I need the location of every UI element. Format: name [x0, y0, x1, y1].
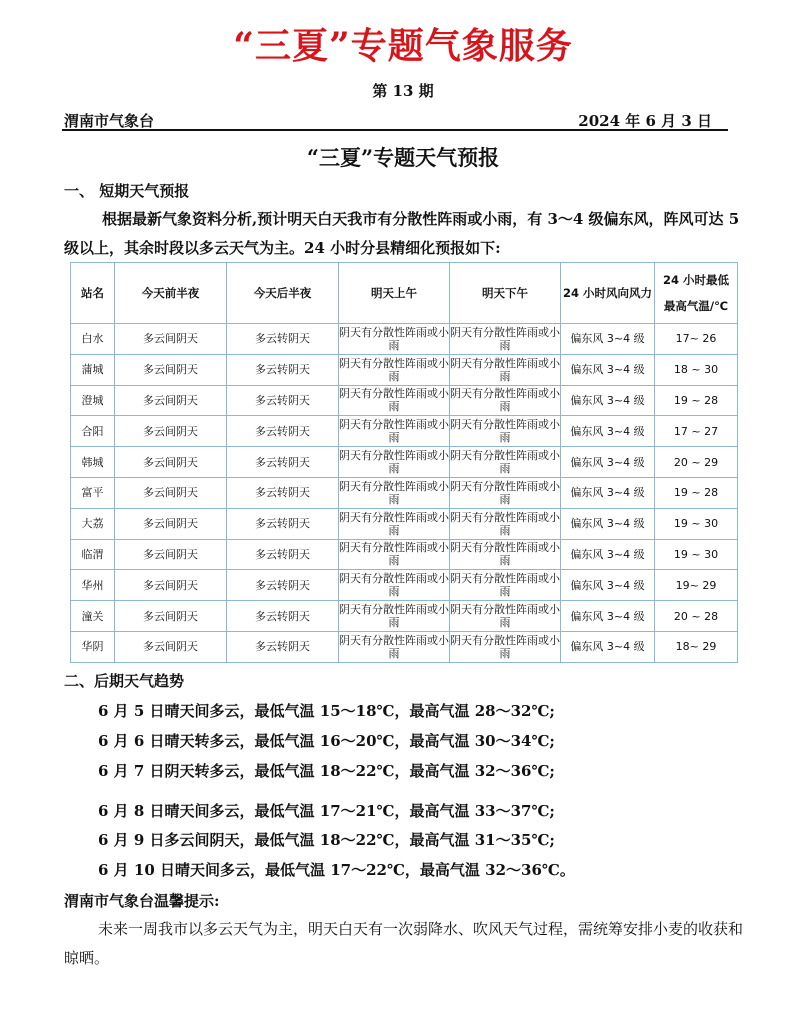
station-cell: 华阴: [71, 631, 115, 662]
station-cell: 大荔: [71, 508, 115, 539]
tonight-first-half-cell: 多云间阴天: [115, 631, 227, 662]
afternoon-cell: 阴天有分散性阵雨或小雨: [450, 324, 561, 355]
afternoon-cell: 阴天有分散性阵雨或小雨: [450, 601, 561, 632]
table-row: [71, 631, 738, 662]
issuing-org: 渭南市气象台: [64, 112, 155, 130]
tips-text: 未来一周我市以多云天气为主，明天白天有一次弱降水、吹风天气过程，需统筹安排小麦的收获和晾晒。: [64, 920, 744, 967]
masthead-title: “三夏”专题气象服务: [233, 25, 573, 67]
section1-paragraph: 根据最新气象资料分析,预计明天白天我市有分散性阵雨或小雨，有 3～4 级偏东风，阵风可达 5 级以上，其余时段以多云天气为主。24 小时分县精细化预报如下:: [64, 210, 740, 257]
morning-cell: 阴天有分散性阵雨或小雨: [339, 508, 450, 539]
tonight-first-half-cell: 多云间阴天: [115, 447, 227, 478]
station-cell: 澄城: [71, 385, 115, 416]
table-row: [71, 354, 738, 385]
morning-cell: 阴天有分散性阵雨或小雨: [339, 539, 450, 570]
table-row: [71, 570, 738, 601]
station-cell: 合阳: [71, 416, 115, 447]
temperature-cell: 19~ 29: [655, 570, 738, 601]
wind-cell: 偏东风 3~4 级: [561, 447, 655, 478]
tonight-second-half-cell: 多云转阴天: [227, 539, 339, 570]
wind-cell: 偏东风 3~4 级: [561, 416, 655, 447]
tonight-first-half-cell: 多云间阴天: [115, 601, 227, 632]
morning-cell: 阴天有分散性阵雨或小雨: [339, 385, 450, 416]
wind-cell: 偏东风 3~4 级: [561, 631, 655, 662]
table-row: [71, 477, 738, 508]
issue-number: 第 13 期: [372, 82, 434, 100]
trend-line: 6 月 8 日晴天间多云，最低气温 17～21℃，最高气温 33～37℃;: [98, 802, 555, 820]
table-row: [71, 385, 738, 416]
col-tonight-first-half: 今天前半夜: [115, 263, 227, 324]
table-row: [71, 508, 738, 539]
header-divider: [62, 129, 728, 131]
temperature-cell: 18~ 29: [655, 631, 738, 662]
col-temperature: [655, 263, 738, 324]
issue-date: 2024 年 6 月 3 日: [578, 112, 712, 130]
wind-cell: 偏东风 3~4 级: [561, 385, 655, 416]
station-cell: 韩城: [71, 447, 115, 478]
station-cell: 蒲城: [71, 354, 115, 385]
table-row: [71, 416, 738, 447]
tonight-second-half-cell: 多云转阴天: [227, 508, 339, 539]
tonight-second-half-cell: 多云转阴天: [227, 477, 339, 508]
station-cell: 潼关: [71, 601, 115, 632]
afternoon-cell: 阴天有分散性阵雨或小雨: [450, 631, 561, 662]
afternoon-cell: 阴天有分散性阵雨或小雨: [450, 570, 561, 601]
tonight-second-half-cell: 多云转阴天: [227, 324, 339, 355]
col-tomorrow-morning: 明天上午: [339, 263, 450, 324]
station-cell: 富平: [71, 477, 115, 508]
tonight-first-half-cell: 多云间阴天: [115, 385, 227, 416]
morning-cell: 阴天有分散性阵雨或小雨: [339, 354, 450, 385]
temperature-cell: 18 ~ 30: [655, 354, 738, 385]
tonight-second-half-cell: 多云转阴天: [227, 354, 339, 385]
section2-heading: 二、后期天气趋势: [64, 672, 185, 690]
col-temperature-line2: 最高气温/℃: [663, 299, 729, 313]
morning-cell: 阴天有分散性阵雨或小雨: [339, 324, 450, 355]
table-row: [71, 539, 738, 570]
afternoon-cell: 阴天有分散性阵雨或小雨: [450, 416, 561, 447]
wind-cell: 偏东风 3~4 级: [561, 508, 655, 539]
wind-cell: 偏东风 3~4 级: [561, 477, 655, 508]
wind-cell: 偏东风 3~4 级: [561, 570, 655, 601]
temperature-cell: 19 ~ 30: [655, 539, 738, 570]
trend-line: 6 月 5 日晴天间多云，最低气温 15～18℃，最高气温 28～32℃;: [98, 702, 555, 720]
temperature-cell: 19 ~ 28: [655, 477, 738, 508]
tonight-first-half-cell: 多云间阴天: [115, 570, 227, 601]
temperature-cell: 17~ 26: [655, 324, 738, 355]
forecast-title: “三夏”专题天气预报: [306, 145, 500, 170]
tonight-second-half-cell: 多云转阴天: [227, 385, 339, 416]
col-temperature-line1: 24 小时最低: [662, 273, 729, 287]
col-wind: 24 小时风向风力: [561, 263, 655, 324]
tonight-first-half-cell: 多云间阴天: [115, 354, 227, 385]
tips-heading: 渭南市气象台温馨提示:: [64, 892, 220, 910]
station-cell: 华州: [71, 570, 115, 601]
station-cell: 白水: [71, 324, 115, 355]
tonight-first-half-cell: 多云间阴天: [115, 324, 227, 355]
tonight-second-half-cell: 多云转阴天: [227, 601, 339, 632]
table-row: [71, 324, 738, 355]
table-row: [71, 447, 738, 478]
morning-cell: 阴天有分散性阵雨或小雨: [339, 447, 450, 478]
afternoon-cell: 阴天有分散性阵雨或小雨: [450, 447, 561, 478]
trend-line: 6 月 10 日晴天间多云，最低气温 17～22℃，最高气温 32～36℃。: [98, 861, 575, 879]
trend-line: 6 月 6 日晴天转多云，最低气温 16～20℃，最高气温 30～34℃;: [98, 732, 555, 750]
tonight-first-half-cell: 多云间阴天: [115, 477, 227, 508]
station-cell: 临渭: [71, 539, 115, 570]
wind-cell: 偏东风 3~4 级: [561, 354, 655, 385]
tonight-second-half-cell: 多云转阴天: [227, 631, 339, 662]
morning-cell: 阴天有分散性阵雨或小雨: [339, 631, 450, 662]
tonight-first-half-cell: 多云间阴天: [115, 416, 227, 447]
morning-cell: 阴天有分散性阵雨或小雨: [339, 477, 450, 508]
tonight-first-half-cell: 多云间阴天: [115, 508, 227, 539]
trend-line: 6 月 9 日多云间阴天，最低气温 18～22℃，最高气温 31～35℃;: [98, 831, 555, 849]
morning-cell: 阴天有分散性阵雨或小雨: [339, 601, 450, 632]
temperature-cell: 20 ~ 29: [655, 447, 738, 478]
morning-cell: 阴天有分散性阵雨或小雨: [339, 416, 450, 447]
section1-heading: 一、 短期天气预报: [64, 182, 190, 200]
temperature-cell: 17 ~ 27: [655, 416, 738, 447]
afternoon-cell: 阴天有分散性阵雨或小雨: [450, 508, 561, 539]
wind-cell: 偏东风 3~4 级: [561, 539, 655, 570]
col-tomorrow-afternoon: 明天下午: [450, 263, 561, 324]
tonight-second-half-cell: 多云转阴天: [227, 570, 339, 601]
wind-cell: 偏东风 3~4 级: [561, 601, 655, 632]
tonight-second-half-cell: 多云转阴天: [227, 447, 339, 478]
temperature-cell: 20 ~ 28: [655, 601, 738, 632]
table-row: [71, 601, 738, 632]
temperature-cell: 19 ~ 28: [655, 385, 738, 416]
wind-cell: 偏东风 3~4 级: [561, 324, 655, 355]
col-station: 站名: [71, 263, 115, 324]
tonight-second-half-cell: 多云转阴天: [227, 416, 339, 447]
afternoon-cell: 阴天有分散性阵雨或小雨: [450, 385, 561, 416]
afternoon-cell: 阴天有分散性阵雨或小雨: [450, 477, 561, 508]
col-tonight-second-half: 今天后半夜: [227, 263, 339, 324]
temperature-cell: 19 ~ 30: [655, 508, 738, 539]
morning-cell: 阴天有分散性阵雨或小雨: [339, 570, 450, 601]
tonight-first-half-cell: 多云间阴天: [115, 539, 227, 570]
county-forecast-table: [70, 262, 738, 663]
trend-line: 6 月 7 日阴天转多云，最低气温 18～22℃，最高气温 32～36℃;: [98, 762, 555, 780]
afternoon-cell: 阴天有分散性阵雨或小雨: [450, 539, 561, 570]
table-header-row: [71, 263, 738, 324]
afternoon-cell: 阴天有分散性阵雨或小雨: [450, 354, 561, 385]
